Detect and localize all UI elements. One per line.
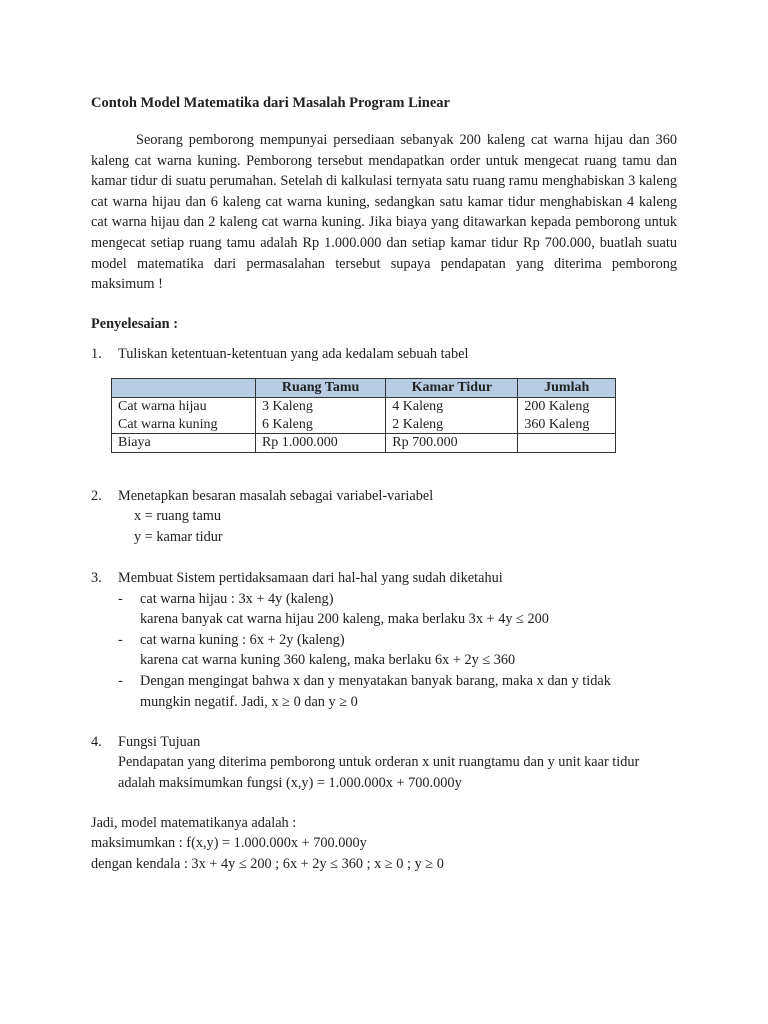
- step-number: 3.: [91, 570, 102, 586]
- table-cell-line: Cat warna kuning: [118, 416, 218, 432]
- step-3: [91, 568, 503, 589]
- intro-line: ditawarkan kepada pemborong untuk mengecat setiap ruang tamu adalah Rp 1.000.000 dan: [91, 214, 677, 251]
- intro-line: Seorang pemborong mempunyai persediaan sebanyak 200 kaleng cat warna hijau dan: [136, 132, 650, 148]
- bullet-dash: -: [118, 591, 123, 607]
- constraint-bullet: [118, 630, 345, 651]
- constraint-bullet: [118, 589, 333, 610]
- constraint-bullet: [118, 671, 611, 692]
- table-cell-line: 4 Kaleng: [392, 399, 444, 414]
- table-cell: Biaya: [112, 434, 256, 453]
- table-header-cell: [112, 379, 256, 398]
- step-text: Fungsi Tujuan: [118, 734, 201, 750]
- bullet-detail: mungkin negatif. Jadi, x ≥ 0 dan y ≥ 0: [140, 694, 358, 710]
- table-header-cell: Kamar Tidur: [386, 379, 518, 398]
- intro-line: tidur menghabiskan 4 kaleng cat warna hijau dan 2 kaleng cat warna kuning. Jika biaya yang: [91, 193, 677, 231]
- table-cell: Rp 1.000.000: [255, 434, 385, 453]
- table-cell-line: 2 Kaleng: [392, 416, 444, 432]
- objective-line: adalah maksimumkan fungsi (x,y) = 1.000.000x + 700.000y: [118, 775, 462, 791]
- step-text: Tuliskan ketentuan-ketentuan yang ada kedalam sebuah tabel: [118, 346, 469, 362]
- table-cell: [518, 434, 616, 453]
- step-text: Menetapkan besaran masalah sebagai variabel-variabel: [118, 488, 434, 504]
- table-cell: [255, 398, 385, 434]
- table-cell-line: 200 Kaleng: [524, 399, 590, 414]
- table-header-cell: Jumlah: [518, 379, 616, 398]
- table-row-paint: [112, 398, 616, 434]
- conclusion-line: Jadi, model matematikanya adalah :: [91, 815, 297, 831]
- step-number: 1.: [91, 346, 102, 362]
- bullet-head: cat warna kuning : 6x + 2y (kaleng): [140, 632, 345, 648]
- requirements-table: [111, 378, 616, 453]
- step-number: 2.: [91, 488, 102, 504]
- bullet-detail: karena banyak cat warna hijau 200 kaleng, maka berlaku 3x + 4y ≤ 200: [140, 611, 549, 627]
- step-number: 4.: [91, 734, 102, 750]
- intro-line: tamu dan kamar tidur di suatu perumahan. Setelah di kalkulasi ternyata satu ruang ramu: [91, 152, 677, 190]
- objective-line: Pendapatan yang diterima pemborong untuk orderan x unit ruangtamu dan y unit kaar tidur: [118, 754, 640, 770]
- table-cell-line: 6 Kaleng: [261, 416, 313, 432]
- variable-x: x = ruang tamu: [134, 508, 222, 524]
- intro-line: setiap kamar tidur Rp 700.000, buatlah suatu model matematika dari permasalahan tersebut: [91, 234, 678, 272]
- table-cell: [112, 398, 256, 434]
- table-header-cell: Ruang Tamu: [255, 379, 385, 398]
- step-1: [91, 344, 468, 365]
- conclusion-line: maksimumkan : f(x,y) = 1.000.000x + 700.000y: [91, 835, 367, 851]
- document-title: Contoh Model Matematika dari Masalah Program Linear: [91, 95, 450, 111]
- table-cell: [518, 398, 616, 434]
- conclusion-line: dengan kendala : 3x + 4y ≤ 200 ; 6x + 2y ≤ 360 ; x ≥ 0 ; y ≥ 0: [91, 856, 444, 872]
- step-2: [91, 486, 433, 507]
- step-text: Membuat Sistem pertidaksamaan dari hal-hal yang sudah diketahui: [118, 570, 503, 586]
- intro-paragraph: [91, 130, 677, 295]
- step-4: [91, 732, 200, 753]
- table-cell: [386, 398, 518, 434]
- intro-line: 360 kaleng cat warna kuning. Pemborong tersebut mendapatkan order untuk mengecat ruang: [91, 132, 677, 169]
- solution-heading: Penyelesaian :: [91, 316, 178, 332]
- variable-y: y = kamar tidur: [134, 529, 223, 545]
- intro-line: supaya pendapatan yang diterima pemborong maksimum !: [91, 255, 678, 293]
- table-row-cost: [112, 434, 616, 453]
- table-cell: Rp 700.000: [386, 434, 518, 453]
- intro-line: menghabiskan 3 kaleng cat warna hijau dan 6 kaleng cat warna kuning, sedangkan satu kamar: [91, 173, 678, 210]
- bullet-head: Dengan mengingat bahwa x dan y menyatakan banyak barang, maka x dan y tidak: [140, 673, 611, 689]
- bullet-detail: karena cat warna kuning 360 kaleng, maka berlaku 6x + 2y ≤ 360: [140, 652, 516, 668]
- bullet-dash: -: [118, 632, 123, 648]
- bullet-head: cat warna hijau : 3x + 4y (kaleng): [140, 591, 334, 607]
- bullet-dash: -: [118, 673, 123, 689]
- table-cell-line: Cat warna hijau: [118, 399, 207, 414]
- table-cell-line: 360 Kaleng: [524, 416, 590, 432]
- table-header-row: [112, 379, 616, 398]
- table-cell-line: 3 Kaleng: [261, 399, 313, 414]
